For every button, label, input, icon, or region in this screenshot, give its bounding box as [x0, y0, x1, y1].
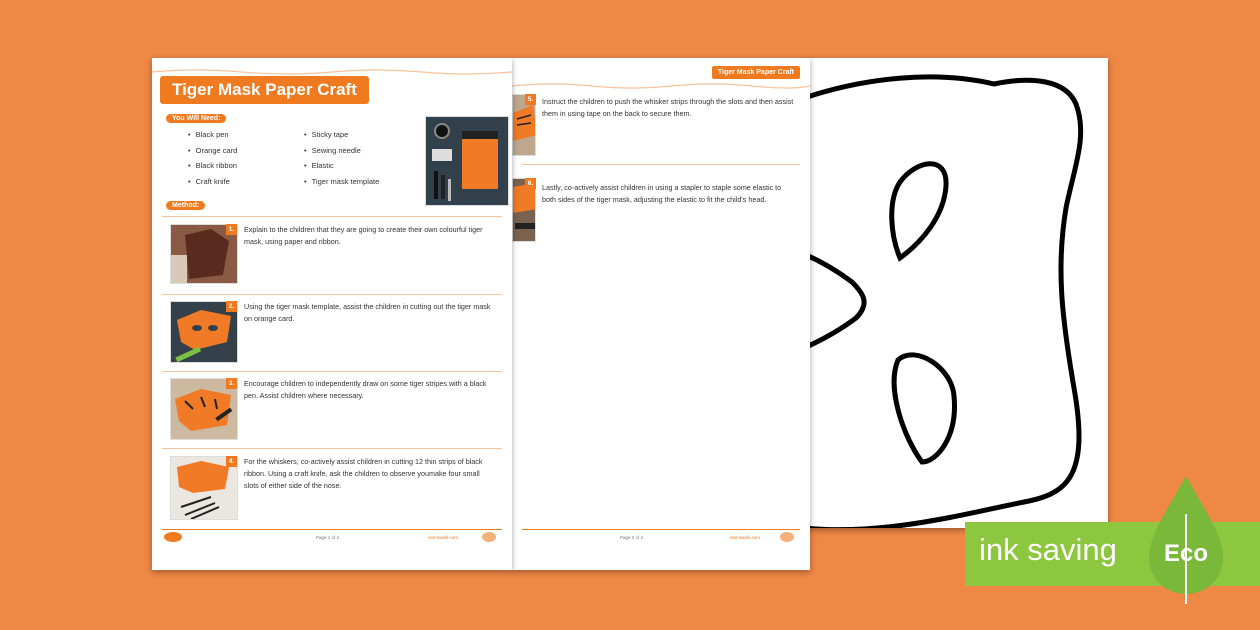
- worksheet-page-2: [512, 58, 810, 570]
- step-text: For the whiskers, co-actively assist children in cutting 12 thin strips of black ribbon. Using a craft knife, ask the children to observe youmake four small slots of either side of the nose.: [244, 457, 483, 490]
- list-item: • Orange card: [188, 143, 237, 159]
- header-wave: [152, 68, 512, 76]
- page-title: Tiger Mask Paper Craft: [160, 76, 369, 104]
- twinkl-logo: [164, 532, 182, 542]
- header-wave: [512, 82, 810, 90]
- step-divider: [162, 294, 502, 295]
- list-item: • Tiger mask template: [304, 174, 379, 190]
- step-divider: [162, 371, 502, 372]
- step-text: Lastly, co-actively assist children in using a stapler to staple some elastic to both sides of the tiger mask, adjusting the elastic to fit the child's head.: [542, 183, 782, 204]
- step-number: 2.: [226, 301, 237, 312]
- badge-icon: [482, 532, 496, 542]
- step-number: 1.: [226, 224, 237, 235]
- page-number: Page 2 of 2: [620, 535, 644, 540]
- step-number: 4.: [226, 456, 237, 467]
- ink-saving-label: ink saving: [979, 532, 1117, 567]
- badge-icon: [780, 532, 794, 542]
- step-divider: [522, 164, 800, 165]
- list-item: • Craft knife: [188, 174, 237, 190]
- needs-list-right: [304, 127, 379, 189]
- list-item: • Black pen: [188, 127, 237, 143]
- list-item: • Sticky tape: [304, 127, 379, 143]
- step-divider: [162, 448, 502, 449]
- page-number: Page 1 of 2: [316, 535, 340, 540]
- list-item: • Elastic: [304, 158, 379, 174]
- step-divider: [162, 216, 502, 217]
- tiger-mask-template-page: [804, 58, 1108, 528]
- list-item: • Black ribbon: [188, 158, 237, 174]
- eco-label: Eco: [1163, 540, 1208, 567]
- eco-leaf-icon: [1147, 474, 1225, 604]
- you-will-need-label: You Will Need:: [166, 114, 226, 123]
- needs-list-left: [188, 127, 237, 189]
- step-text: Using the tiger mask template, assist the children in cutting out the tiger mask on orange card.: [244, 302, 491, 323]
- list-item: • Sewing needle: [304, 143, 379, 159]
- step-text: Instruct the children to push the whisker strips through the slots and then assist them in using tape on the back to secure them.: [542, 97, 794, 118]
- footer-rule: [162, 529, 502, 530]
- step-text: Encourage children to independently draw on some tiger stripes with a black pen. Assist children where necessary.: [244, 379, 487, 400]
- tiger-mask-outline: [804, 58, 1108, 528]
- step-number: 6.: [525, 178, 536, 189]
- worksheet-page-1: [152, 58, 512, 570]
- materials-photo: [425, 116, 509, 206]
- step-number: 3.: [226, 378, 237, 389]
- footer-url: visit twinkl.com: [730, 535, 761, 540]
- step-number: 5.: [525, 94, 536, 105]
- page-header-tag: Tiger Mask Paper Craft: [712, 66, 800, 79]
- method-label: Method:: [166, 201, 205, 210]
- footer-url: visit twinkl.com: [428, 535, 459, 540]
- step-text: Explain to the children that they are going to create their own colourful tiger mask, using paper and ribbon.: [244, 225, 483, 246]
- footer-rule: [522, 529, 800, 530]
